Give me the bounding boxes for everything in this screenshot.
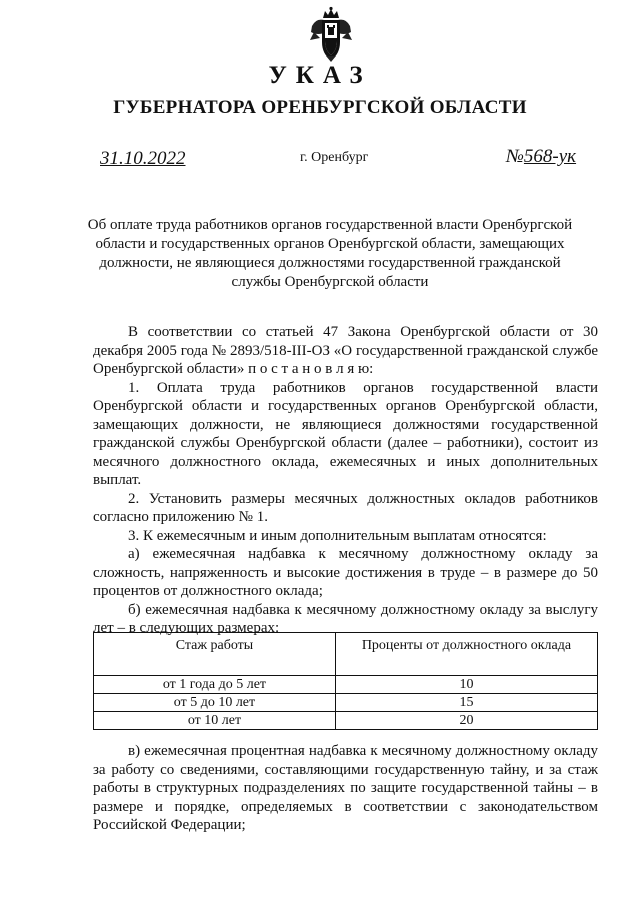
document-number: [506, 146, 576, 168]
table-row: [94, 694, 598, 712]
table-cell: 15: [335, 694, 597, 712]
paragraph-3v: в) ежемесячная процентная надбавка к месячному должностному окладу за работу со сведениями, составляющими государственную тайну, и за стаж работы в структурных подразделениях по защите государственной тайны – в размере и порядке, определяемых в соответствии с законодательством Российской Федерации;: [93, 743, 598, 833]
number-sign: №: [506, 146, 524, 167]
document-date: 31.10.2022: [100, 148, 186, 169]
document-body: [93, 323, 598, 638]
table-cell: от 1 года до 5 лет: [94, 676, 336, 694]
table-row: [94, 712, 598, 730]
table-row: [94, 676, 598, 694]
document-title: УКАЗ: [268, 62, 372, 89]
document-issuer: ГУБЕРНАТОРА ОРЕНБУРГСКОЙ ОБЛАСТИ: [113, 97, 527, 118]
table-header-row: [94, 633, 598, 676]
table-cell: 20: [335, 712, 597, 730]
table-cell: 10: [335, 676, 597, 694]
document-body-continued: [93, 742, 598, 835]
document-subject: Об оплате труда работников органов государственной власти Оренбургской области и государственных органов Оренбургской области, замещающих должности, не являющиеся должностями государственной гражданской службы Оренбургской области: [87, 217, 573, 290]
coat-of-arms-emblem: [308, 6, 354, 62]
paragraph-2: 2. Установить размеры месячных должностных окладов работников согласно приложению № 1.: [93, 490, 598, 525]
paragraph-3a: а) ежемесячная надбавка к месячному должностному окладу за сложность, напряженность и высокие достижения в труде – в размере до 50 процентов от должностного оклада;: [93, 546, 598, 599]
paragraph-preamble: В соответствии со статьей 47 Закона Оренбургской области от 30 декабря 2005 года № 2893/518-III-ОЗ «О государственной гражданской службе Оренбургской области» п о с т а н о в л я ю:: [93, 324, 598, 377]
document-city: г. Оренбург: [300, 150, 369, 165]
table-header-cell: Стаж работы: [94, 633, 336, 676]
paragraph-3: 3. К ежемесячным и иным дополнительным выплатам относятся:: [128, 527, 547, 544]
table-cell: от 10 лет: [94, 712, 336, 730]
number-value: 568-ук: [523, 146, 577, 167]
table-header-cell: Проценты от должностного оклада: [335, 633, 597, 676]
table-cell: от 5 до 10 лет: [94, 694, 336, 712]
paragraph-3b: б) ежемесячная надбавка к месячному должностному окладу за выслугу лет – в следующих размерах:: [93, 601, 598, 636]
paragraph-1: 1. Оплата труда работников органов государственной власти Оренбургской области и государственных органов Оренбургской области, замещающих должности, не являющиеся должностями государственной гражданской службы Оренбургской области (далее – работники), состоит из месячного должностного оклада, ежемесячных и иных дополнительных выплат.: [93, 379, 598, 488]
seniority-table: [93, 632, 598, 730]
